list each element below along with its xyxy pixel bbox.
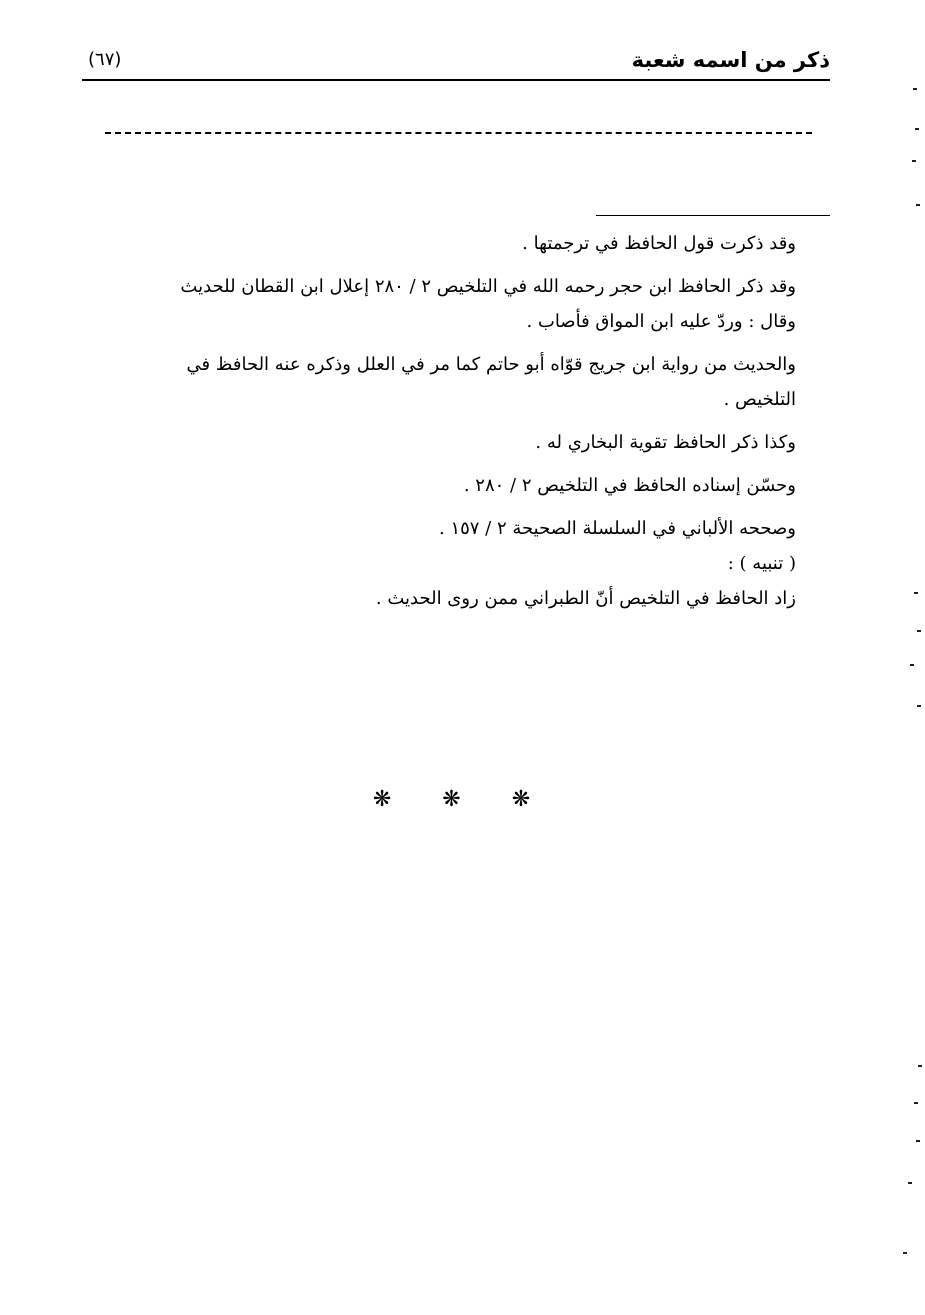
- note-line: وحسّن إسناده الحافظ في التلخيص ٢ / ٢٨٠ .: [463, 475, 796, 496]
- page-number: (٦٧): [88, 49, 122, 70]
- scan-speck: [914, 1102, 918, 1104]
- scan-speck: [917, 705, 921, 707]
- scan-speck: [910, 664, 914, 666]
- scan-speck: [903, 1252, 907, 1254]
- running-head-title: ذكر من اسمه شعبة: [631, 48, 830, 72]
- scan-speck: [918, 1065, 922, 1067]
- footnote-text: [86, 226, 796, 624]
- note-line: وقد ذكرت قول الحافظ في ترجمتها .: [522, 233, 796, 254]
- note-line: زاد الحافظ في التلخيص أنّ الطبراني ممن روى الحديث .: [375, 588, 796, 609]
- note-line: وصححه الألباني في السلسلة الصحيحة ٢ / ١٥٧ .: [438, 518, 796, 539]
- dashed-separator: [105, 132, 812, 134]
- scan-speck: [917, 630, 921, 632]
- note-line: التلخيص .: [723, 389, 796, 410]
- note-line: وقال : وردّ عليه ابن المواق فأصاب .: [526, 311, 796, 332]
- asterism-ornament: ❋ ❋ ❋: [372, 787, 553, 812]
- note-line: والحديث من رواية ابن جريج قوّاه أبو حاتم كما مر في العلل وذكره عنه الحافظ في: [186, 354, 796, 375]
- scan-speck: [912, 160, 916, 162]
- scan-speck: [913, 88, 917, 90]
- note-line: وقد ذكر الحافظ ابن حجر رحمه الله في التلخيص ٢ / ٢٨٠ إعلال ابن القطان للحديث: [180, 276, 796, 297]
- page-header: [82, 46, 830, 78]
- scan-speck: [916, 1140, 920, 1142]
- footnote-rule: [596, 215, 830, 216]
- note-line: ( تنبيه ) :: [727, 553, 796, 574]
- scan-speck: [914, 592, 918, 594]
- note-line: وكذا ذكر الحافظ تقوية البخاري له .: [535, 432, 796, 453]
- scan-speck: [916, 204, 920, 206]
- header-rule: [82, 79, 830, 81]
- scan-speck: [915, 128, 919, 130]
- scan-speck: [908, 1182, 912, 1184]
